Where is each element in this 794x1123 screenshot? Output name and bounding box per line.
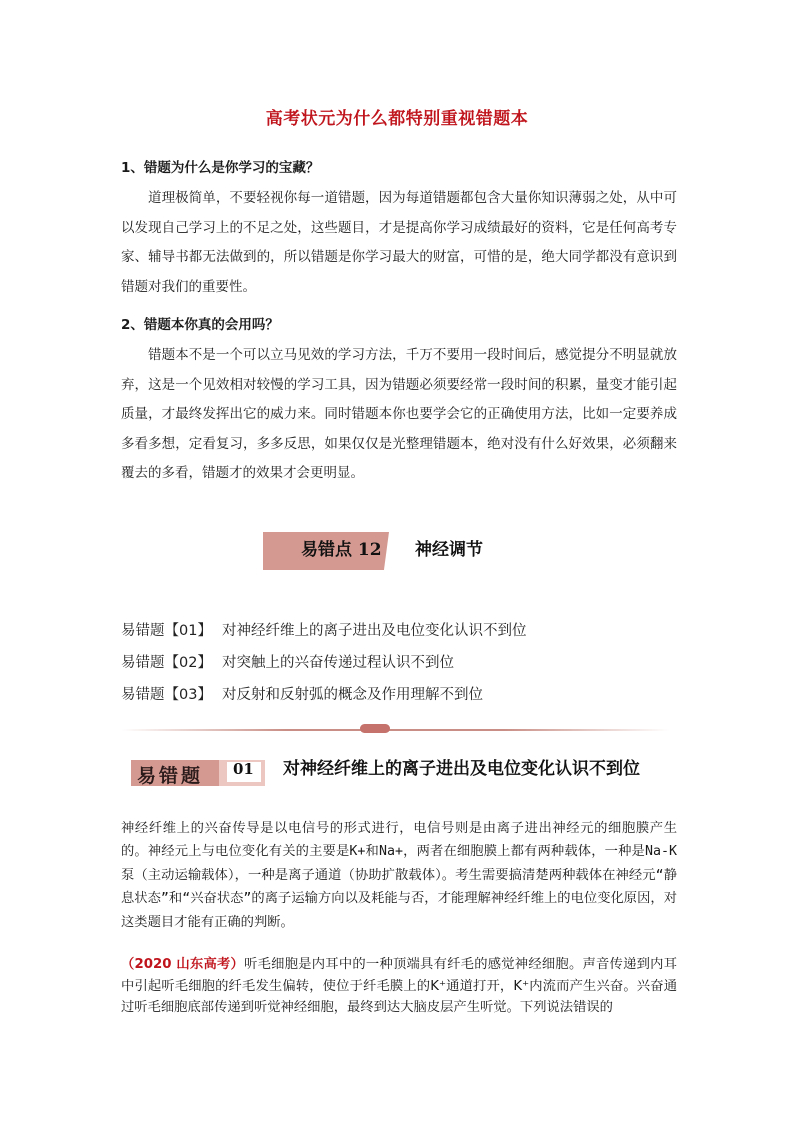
banner-topic: 神经调节 (415, 540, 483, 560)
list-item (121, 684, 526, 716)
header-title: 对神经纤维上的离子进出及电位变化认识不到位 (283, 759, 640, 779)
list-item (121, 652, 526, 684)
section-body-2: 错题本不是一个可以立马见效的学习方法，千万不要用一段时间后，感觉提分不明显就放弃，这是一个见效相对较慢的学习工具，因为错题必须要经常一段时间的积累，量变才能引起质量，才最终发挥出它的威力来。同时错题本你也要学会它的正确使用方法，比如一定要养成多看多想，定看复习，多多反思，如果仅仅是光整理错题本，绝对没有什么好效果，必须翻来覆去的多看，错题才的效果才会更明显。 (121, 347, 677, 481)
header-label: 易错题 (137, 765, 204, 787)
mistake-text: 对神经纤维上的离子进出及电位变化认识不到位 (221, 623, 527, 639)
section-heading-2: 2、错题本你真的会用吗？ (121, 317, 279, 333)
divider-ornament (360, 724, 390, 733)
section-body-1: 道理极简单，不要轻视你每一道错题，因为每道错题都包含大量你知识薄弱之处，从中可以发现自己学习上的不足之处，这些题目，才是提高你学习成绩最好的资料，它是任何高考专家、辅导书都无法做到的，所以错题是你学习最大的财富，可惜的是，绝大同学都没有意识到错题对我们的重要性。 (121, 190, 677, 295)
banner-label: 易错点 12 (301, 540, 382, 560)
list-item (121, 620, 526, 652)
explanation-text: 神经纤维上的兴奋传导是以电信号的形式进行，电信号则是由离子进出神经元的细胞膜产生的。神经元上与电位变化有关的主要是K+和Na+，两者在细胞膜上都有两种载体，一种是Na-K泵（主动运输载体），一种是离子通道（协助扩散载体）。考生需要搞清楚两种载体在神经元“静息状态”和“兴奋状态”的离子运输方向以及耗能与否，才能理解神经纤维上的电位变化原因，对这类题目才能有正确的判断。 (121, 821, 677, 930)
section-divider (121, 729, 669, 731)
exam-text: 听毛细胞是内耳中的一种顶端具有纤毛的感觉神经细胞。声音传递到内耳中引起听毛细胞的纤毛发生偏转，使位于纤毛膜上的K⁺通道打开，K⁺内流而产生兴奋。兴奋通过听毛细胞底部传递到听觉神经细胞，最终到达大脑皮层产生听觉。下列说法错误的 (121, 957, 677, 1015)
topic-banner (263, 532, 531, 572)
exam-question (121, 954, 677, 1019)
mistake-tag: 易错题【02】 (121, 655, 212, 671)
mistake-tag: 易错题【03】 (121, 687, 212, 703)
mistake-text: 对突触上的兴奋传递过程认识不到位 (221, 655, 454, 671)
header-number: 01 (233, 760, 254, 778)
mistake-list (121, 620, 526, 716)
mistake-section-header (121, 754, 681, 814)
mistake-tag: 易错题【01】 (121, 623, 212, 639)
section-heading-1: 1、错题为什么是你学习的宝藏？ (121, 160, 320, 176)
page-title: 高考状元为什么都特别重视错题本 (265, 109, 529, 129)
exam-source: （2020 山东高考） (121, 957, 245, 972)
mistake-text: 对反射和反射弧的概念及作用理解不到位 (221, 687, 483, 703)
